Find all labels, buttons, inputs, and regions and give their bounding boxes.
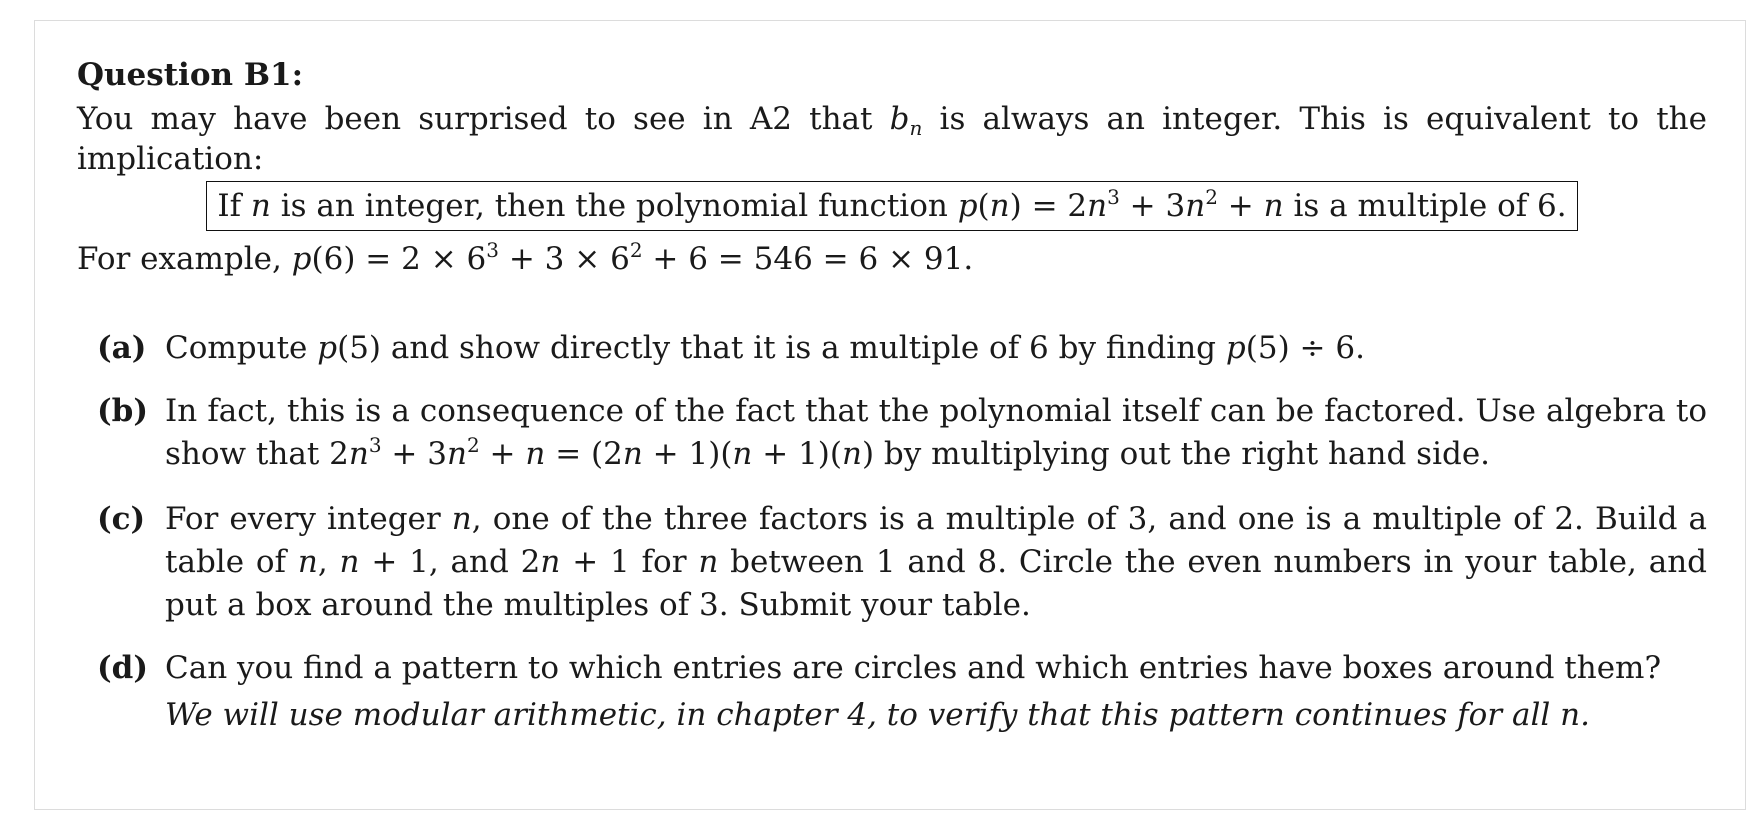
intro-text-pre: You may have been surprised to see in A2 that [77,101,890,137]
part-b-text: + [479,436,526,472]
part-b-var: n [446,436,467,472]
implication-box [206,181,1577,231]
part-b-text: ) by multiplying out the right hand side. [861,436,1491,472]
boxed-var: p [957,188,978,224]
part-b-var: n [348,436,369,472]
part-c-text: + 1 for [560,544,699,580]
intro-sub-n: n [909,116,923,140]
part-a-label: (a) [97,330,147,366]
boxed-var: n [1185,188,1206,224]
boxed-text: is an integer, then the polynomial function [270,188,958,224]
intro-paragraph [77,99,1707,179]
part-c-text: + 1, and 2 [359,544,541,580]
example-text: + 6 = 546 = 6 × 91. [642,241,974,277]
question-card [34,20,1746,810]
example-exponent: 2 [629,238,643,262]
example-text: (6) = 2 × 6 [311,241,487,277]
implication-box-wrapper [77,181,1707,231]
boxed-text: is a multiple of 6. [1283,188,1567,224]
part-b-text: + 1)( [642,436,733,472]
example-line [77,239,1707,279]
question-content [77,55,1707,737]
part-a-var: p [1225,330,1246,366]
part-c-label: (c) [97,501,146,537]
boxed-text: ( [977,188,990,224]
part-a-text: Compute [165,330,318,366]
part-b-text: + 3 [381,436,447,472]
boxed-exponent: 2 [1205,185,1218,209]
boxed-text: + 3 [1119,188,1186,224]
boxed-text: ) = 2 [1009,188,1088,224]
part-d [77,647,1707,690]
part-c-text: between 1 and 8. Circle the even numbers in your table, and put a box around the multiples of 3. Submit your table. [165,544,1708,623]
part-b-text: In fact, this is a consequence of the fact that the polynomial itself can be factored. Use algebra to show that 2 [165,393,1707,472]
example-var: p [291,241,312,277]
part-c-text: , one of the three factors is a multiple of 3, and one is a multiple of 2. Build a table of [165,501,1707,580]
part-a-var: p [317,330,338,366]
part-a [77,327,1707,370]
boxed-var: n [1263,188,1284,224]
boxed-var: n [989,188,1010,224]
intro-text-post: is always an integer. This is equivalent to the implication: [77,101,1707,177]
part-c-var: n [698,544,719,580]
part-b-var: n [622,436,643,472]
part-b-var: n [525,436,546,472]
part-c-text: , [317,544,340,580]
boxed-var: n [1087,188,1108,224]
boxed-text: + [1217,188,1264,224]
part-b [77,390,1707,476]
part-a-text: (5) and show directly that it is a multiple of 6 by finding [337,330,1226,366]
part-b-text: + 1)( [752,436,842,472]
part-b-text: = (2 [545,436,623,472]
part-c-text: For every integer [165,501,452,537]
part-d-note: We will use modular arithmetic, in chapter 4, to verify that this pattern continues for all n. [165,697,1590,733]
part-c-var: n [339,544,360,580]
intro-var-b: b [889,101,910,137]
part-c-var: n [451,501,472,537]
boxed-text: If [217,188,251,224]
part-a-text: (5) ÷ 6. [1245,330,1365,366]
example-text: + 3 × 6 [499,241,630,277]
part-b-exponent: 3 [368,433,382,457]
part-b-var: n [842,436,862,472]
part-b-exponent: 2 [466,433,480,457]
part-c [77,498,1707,627]
part-c-var: n [540,544,561,580]
part-b-var: n [732,436,753,472]
question-title: Question B1: [77,57,304,93]
part-d-text: Can you find a pattern to which entries are circles and which entries have boxes around them? [165,650,1662,686]
example-exponent: 3 [486,238,499,262]
part-c-var: n [297,544,318,580]
part-d-label: (d) [97,650,149,686]
part-b-label: (b) [97,393,149,429]
example-text: For example, [77,241,292,277]
boxed-exponent: 3 [1107,185,1120,209]
boxed-var: n [250,188,271,224]
